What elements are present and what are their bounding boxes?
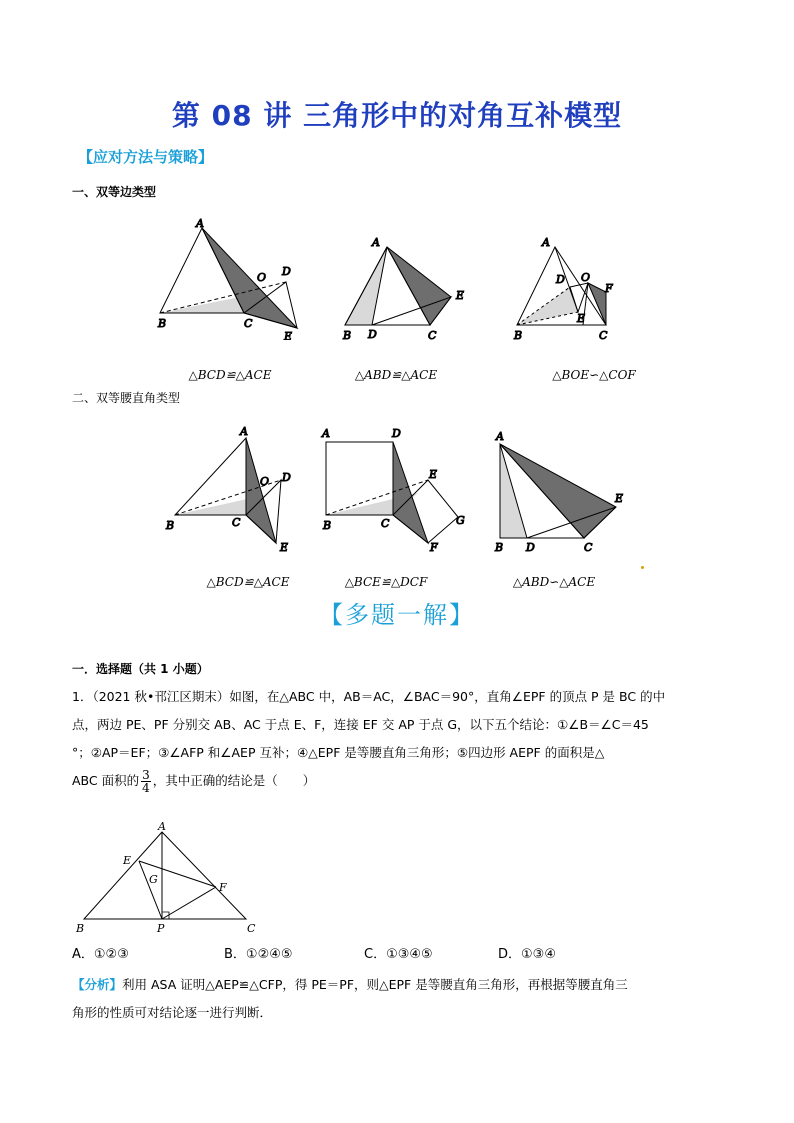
question-line-4-pre: ABC 面积的 [72, 773, 140, 788]
question-figure [70, 820, 270, 938]
label-f3-D: D [556, 273, 565, 286]
label-f3-C: C [599, 329, 608, 340]
label-f5-B: B [323, 519, 332, 532]
caption-row2-1: △BCD≌△ACE [206, 575, 290, 589]
label-f4-D: D [282, 471, 291, 484]
label-f6-C: C [584, 541, 593, 554]
label-q-B: B [76, 922, 85, 935]
label-f4-O: O [260, 475, 270, 488]
label-f2-B: B [343, 329, 352, 340]
option-b[interactable]: B．①②④⑤ [224, 947, 293, 962]
label-f1-O: O [257, 271, 267, 284]
figure-1 [157, 217, 297, 340]
figure-row-2 [160, 423, 640, 558]
option-d[interactable]: D．①③④ [498, 947, 556, 962]
label-f6-A: A [496, 430, 504, 443]
figure-6 [494, 430, 623, 554]
page-title: 第 08 讲 三角形中的对角互补模型 [171, 99, 623, 132]
stray-dot [641, 566, 644, 569]
option-a[interactable]: A．①②③ [72, 947, 129, 962]
fraction-numerator: 3 [142, 768, 150, 782]
label-f3-O: O [581, 271, 591, 284]
label-q-C: C [247, 922, 256, 935]
question-line-1: 1．（2021 秋•邗江区期末）如图，在△ABC 中，AB＝AC，∠BAC＝90°，直角∠EPF 的顶点 P 是 BC 的中 [72, 689, 666, 704]
label-q-E: E [123, 854, 132, 867]
label-f6-B: B [495, 541, 504, 554]
caption-row2-3: △ABD∽△ACE [512, 575, 596, 589]
label-f5-G: G [456, 514, 465, 527]
label-q-A: A [158, 820, 166, 833]
question-line-3: °；②AP＝EF；③∠AFP 和∠AEP 互补；④△EPF 是等腰直角三角形；⑤四边形 AEPF 的面积是△ [72, 745, 605, 760]
label-f3-A: A [542, 236, 550, 249]
strategy-heading: 【应对方法与策略】 [78, 148, 214, 166]
label-f6-D: D [526, 541, 535, 554]
question-section-heading: 一．选择题（共 1 小题） [72, 662, 209, 676]
caption-row1-1: △BCD≌△ACE [188, 368, 272, 382]
label-q-G: G [149, 873, 158, 886]
label-f2-D: D [368, 328, 377, 340]
question-line-4-post: ，其中正确的结论是（ ） [152, 773, 316, 788]
label-f5-F: F [430, 541, 438, 554]
analysis-line-1 [72, 971, 724, 999]
label-f1-D: D [282, 265, 291, 278]
label-f5-E: E [429, 468, 438, 481]
question-text [72, 683, 724, 795]
label-f2-C: C [428, 329, 437, 340]
label-f3-B: B [514, 329, 523, 340]
figure-row-1 [140, 215, 640, 340]
label-f1-E: E [284, 330, 293, 340]
analysis-line-2: 角形的性质可对结论逐一进行判断． [72, 1005, 273, 1020]
label-f3-E: E [577, 312, 586, 325]
label-f1-A: A [196, 217, 204, 230]
label-f4-C: C [232, 516, 241, 529]
label-f2-A: A [372, 236, 380, 249]
analysis-text-1: 利用 ASA 证明△AEP≌△CFP，得 PE＝PF，则△EPF 是等腰直角三角形，再根据等腰直角三 [122, 977, 628, 992]
figure-3 [513, 236, 613, 340]
caption-row1-2: △ABD≌△ACE [354, 368, 438, 382]
label-q-F: F [219, 881, 227, 894]
analysis-tag: 【分析】 [72, 977, 123, 992]
label-f4-B: B [166, 519, 175, 532]
figure-2 [342, 236, 464, 340]
fraction-denominator: 4 [142, 781, 150, 795]
fraction-three-quarters [141, 769, 151, 794]
question-line-4 [72, 767, 724, 795]
label-f2-E: E [456, 289, 465, 302]
section-double-equilateral: 一、双等边类型 [72, 185, 157, 199]
question-line-2: 点，两边 PE、PF 分别交 AB、AC 于点 E、F，连接 EF 交 AP 于点 G，以下五个结论：①∠B＝∠C＝45 [72, 717, 649, 732]
option-c[interactable]: C．①③④⑤ [364, 947, 433, 962]
figure-5 [321, 427, 465, 554]
label-f3-F: F [605, 282, 613, 295]
label-f4-A: A [240, 425, 248, 438]
figure-4 [165, 425, 291, 554]
label-f4-E: E [280, 541, 289, 554]
analysis-block [72, 971, 724, 1027]
label-f6-E: E [615, 492, 624, 505]
banner-heading: 【多题一解】 [319, 601, 475, 629]
label-f5-D: D [392, 427, 401, 440]
caption-row2-2: △BCE≌△DCF [344, 575, 428, 589]
caption-row1-3: △BOE∽△COF [552, 368, 636, 382]
section-double-isosceles-right: 二、双等腰直角类型 [72, 391, 181, 405]
label-f5-C: C [381, 517, 390, 530]
label-q-P: P [157, 922, 165, 935]
label-f1-C: C [244, 317, 253, 330]
label-f5-A: A [322, 427, 330, 440]
label-f1-B: B [158, 317, 167, 330]
